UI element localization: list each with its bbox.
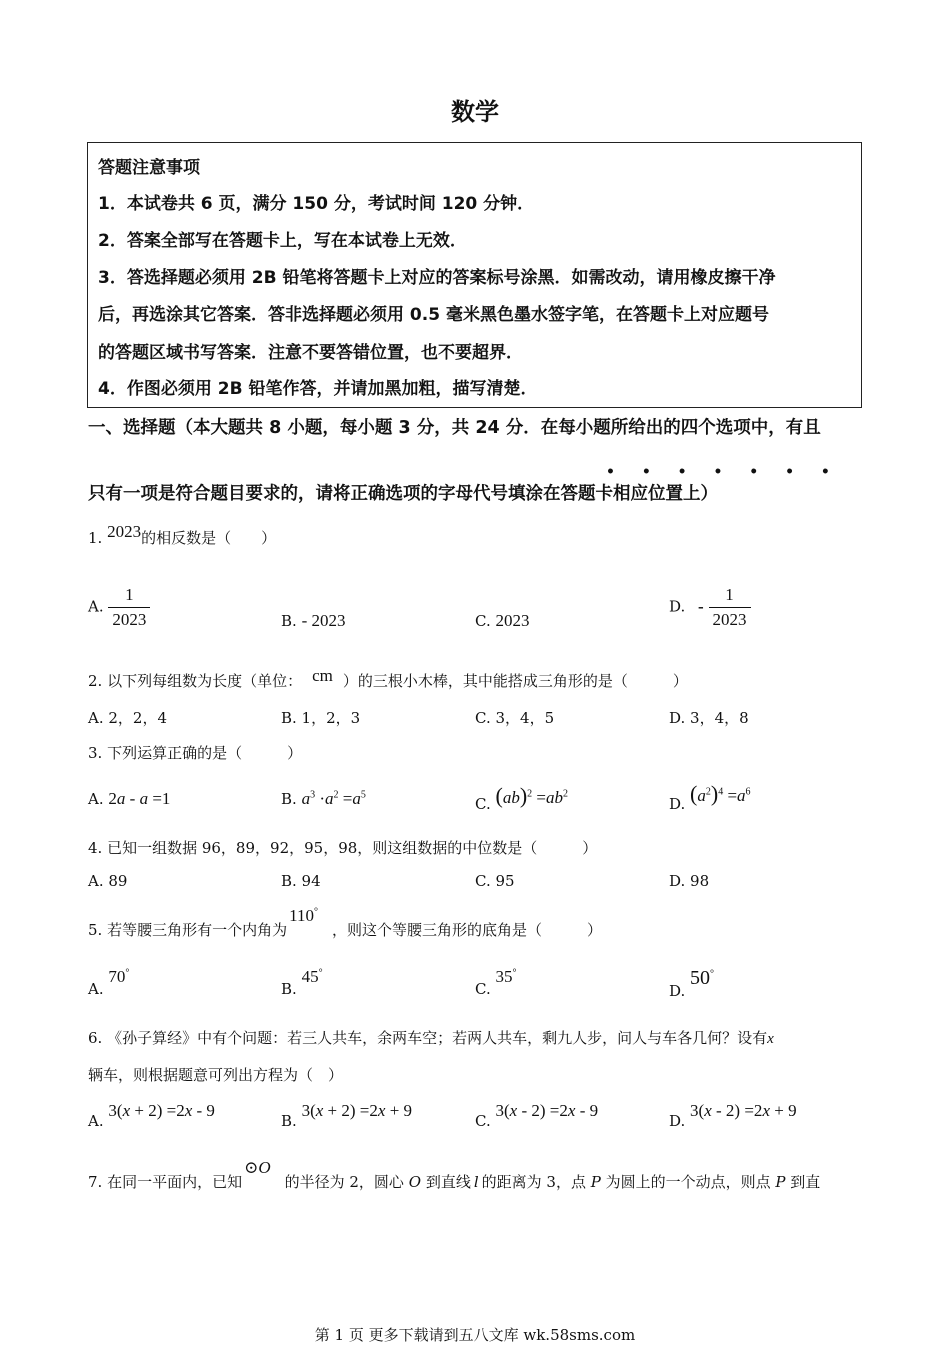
q5-c-number: 35 (495, 967, 513, 986)
q5-text-b: ，则这个等腰三角形的底角是（ ） (331, 921, 602, 939)
q5-d-number: 50 (690, 967, 711, 989)
notice-line-2: 2．答案全部写在答题卡上，写在本试卷上无效． (98, 231, 467, 251)
notice-heading: 答题注意事项 (98, 158, 200, 178)
q6-option-a (88, 1101, 215, 1131)
q1-d-label: D. (669, 597, 686, 616)
question-1 (88, 522, 277, 548)
q5-option-a (88, 967, 130, 999)
q1-c-label: C. (475, 612, 491, 630)
question-7 (88, 1158, 821, 1192)
page-title: 数学 (451, 98, 499, 126)
q2-unit: cm (312, 666, 333, 685)
q5-a-number: 70 (108, 967, 126, 986)
q1-b-value: - 2023 (301, 611, 346, 630)
q5-d-value: 50° (690, 967, 715, 989)
q7-text-c: 到直线 (425, 1173, 471, 1191)
q4-option-b: B. 94 (281, 872, 321, 890)
q1-option-d (669, 585, 751, 630)
q5-angle-value: 110 (289, 906, 314, 925)
q1-c-value: 2023 (495, 611, 530, 630)
q7-text-e: 为圆上的一个动点，则点 (605, 1173, 771, 1191)
q5-b-label: B. (281, 980, 297, 998)
q7-circle-symbol: ⊙O (244, 1158, 271, 1177)
q6-a-formula: 3(x + 2) =2x - 9 (108, 1101, 215, 1120)
q3-d-formula: $(a^2)^4 =a^6$ (690, 781, 751, 806)
q2-text-a: 2. 以下列每组数为长度（单位： (88, 672, 303, 690)
notice-line-6: 4．作图必须用 2B 铅笔作答，并请加黑加粗，描写清楚． (98, 379, 538, 399)
q6-variable: x (767, 1031, 774, 1047)
q1-option-c (475, 611, 530, 631)
q5-c-label: C. (475, 980, 491, 998)
q1-d-den: 2023 (709, 607, 751, 630)
q3-c-label: C. (475, 795, 491, 813)
question-2 (88, 666, 688, 691)
section-header-line-2: 只有一项是符合题目要求的，请将正确选项的字母代号填涂在答题卡相应位置上） (88, 484, 718, 504)
q7-text-b: 的半径为 2，圆心 (284, 1173, 404, 1191)
q3-a-formula: 2a - a =1 (108, 789, 171, 808)
q6-c-label: C. (475, 1112, 491, 1130)
q6-option-d (669, 1101, 797, 1131)
q3-option-c (475, 783, 568, 815)
q5-c-value: 35° (495, 967, 517, 986)
q1-d-num: 1 (725, 585, 734, 604)
q7-p: P (590, 1173, 601, 1191)
question-6-line-1 (88, 1027, 774, 1048)
q6-c-formula: 3(x - 2) =2x - 9 (495, 1101, 599, 1120)
q3-b-label: B. (281, 790, 297, 808)
question-5 (88, 906, 602, 940)
q5-d-label: D. (669, 982, 686, 1000)
q6-option-c (475, 1101, 599, 1131)
q7-text-f: 到直 (790, 1173, 821, 1191)
q5-option-d (669, 967, 715, 1002)
q1-option-a (88, 585, 150, 630)
q1-prefix: 1. (88, 529, 103, 547)
q5-a-label: A. (88, 980, 104, 998)
q3-option-b (281, 789, 366, 809)
q6-d-label: D. (669, 1112, 686, 1130)
q5-b-value: 45° (301, 967, 323, 986)
section-header-line-1: 一、选择题（本大题共 8 小题，每小题 3 分，共 24 分．在每小题所给出的四个选项中，有且 (88, 418, 821, 438)
q1-a-label: A. (88, 597, 104, 616)
q3-a-label: A. (88, 790, 104, 808)
q6-a-label: A. (88, 1112, 104, 1130)
q7-p2: P (775, 1173, 786, 1191)
q1-d-sign: - (698, 596, 704, 616)
notice-line-5: 的答题区域书写答案．注意不要答错位置，也不要超界． (98, 343, 523, 363)
notice-line-1: 1．本试卷共 6 页，满分 150 分，考试时间 120 分钟． (98, 194, 535, 214)
q2-option-c: C. 3，4，5 (475, 709, 555, 727)
emphasis-dots: • • • • • • • (606, 464, 841, 480)
q1-a-num: 1 (125, 585, 134, 604)
q7-l: l (473, 1173, 479, 1191)
question-6-line-2: 辆车，则根据题意可列出方程为（ ） (88, 1066, 344, 1084)
q6-b-formula: 3(x + 2) =2x + 9 (301, 1101, 413, 1120)
notice-box (87, 142, 862, 408)
q3-c-formula: $(ab)^2 =ab^2$ (495, 783, 568, 808)
q3-option-a (88, 789, 170, 809)
q1-b-label: B. (281, 612, 297, 630)
q7-text-a: 7. 在同一平面内，已知 (88, 1173, 243, 1191)
q2-option-a: A. 2，2，4 (88, 709, 167, 727)
q1-option-b (281, 611, 346, 631)
q2-option-d: D. 3，4，8 (669, 709, 749, 727)
q6-b-label: B. (281, 1112, 297, 1130)
q6-line1-text: 6. 《孙子算经》中有个问题：若三人共车，余两车空；若两人共车，剩九人步，问人与车各几何？设有 (88, 1029, 768, 1047)
page-footer: 第 1 页 更多下载请到五八文库 wk.58sms.com (314, 1326, 636, 1344)
q1-a-den: 2023 (108, 607, 150, 630)
q4-option-d: D. 98 (669, 872, 710, 890)
q3-b-formula: $a^3 \cdot a^2 =a^5$ (301, 789, 366, 808)
q1-text: 的相反数是（ ） (141, 529, 277, 547)
question-3: 3. 下列运算正确的是（ ） (88, 744, 303, 762)
q4-option-c: C. 95 (475, 872, 515, 890)
q5-option-c (475, 967, 517, 999)
q7-o: O (408, 1173, 422, 1191)
q1-number: 2023 (107, 522, 142, 541)
question-4: 4. 已知一组数据 96，89，92，95，98，则这组数据的中位数是（ ） (88, 839, 598, 857)
q5-a-value: 70° (108, 967, 130, 986)
q4-option-a: A. 89 (88, 872, 128, 890)
notice-line-3: 3．答选择题必须用 2B 铅笔将答题卡上对应的答案标号涂黑．如需改动，请用橡皮擦干净 (98, 268, 776, 288)
q5-b-number: 45 (301, 967, 319, 986)
q6-option-b (281, 1101, 413, 1131)
q5-angle: 110° (289, 906, 318, 925)
q5-option-b (281, 967, 323, 999)
notice-line-4: 后，再选涂其它答案．答非选择题必须用 0.5 毫米黑色墨水签字笔，在答题卡上对应题号 (98, 305, 769, 325)
q1-a-fraction (108, 585, 150, 630)
q3-option-d (669, 781, 751, 815)
q2-option-b: B. 1，2，3 (281, 709, 361, 727)
q5-text-a: 5. 若等腰三角形有一个内角为 (88, 921, 288, 939)
q2-text-b: ）的三根小木棒，其中能搭成三角形的是（ ） (342, 672, 688, 690)
q3-d-label: D. (669, 795, 686, 813)
q7-text-d: 的距离为 3，点 (481, 1173, 586, 1191)
q6-d-formula: 3(x - 2) =2x + 9 (690, 1101, 797, 1120)
q1-d-fraction (709, 585, 751, 630)
